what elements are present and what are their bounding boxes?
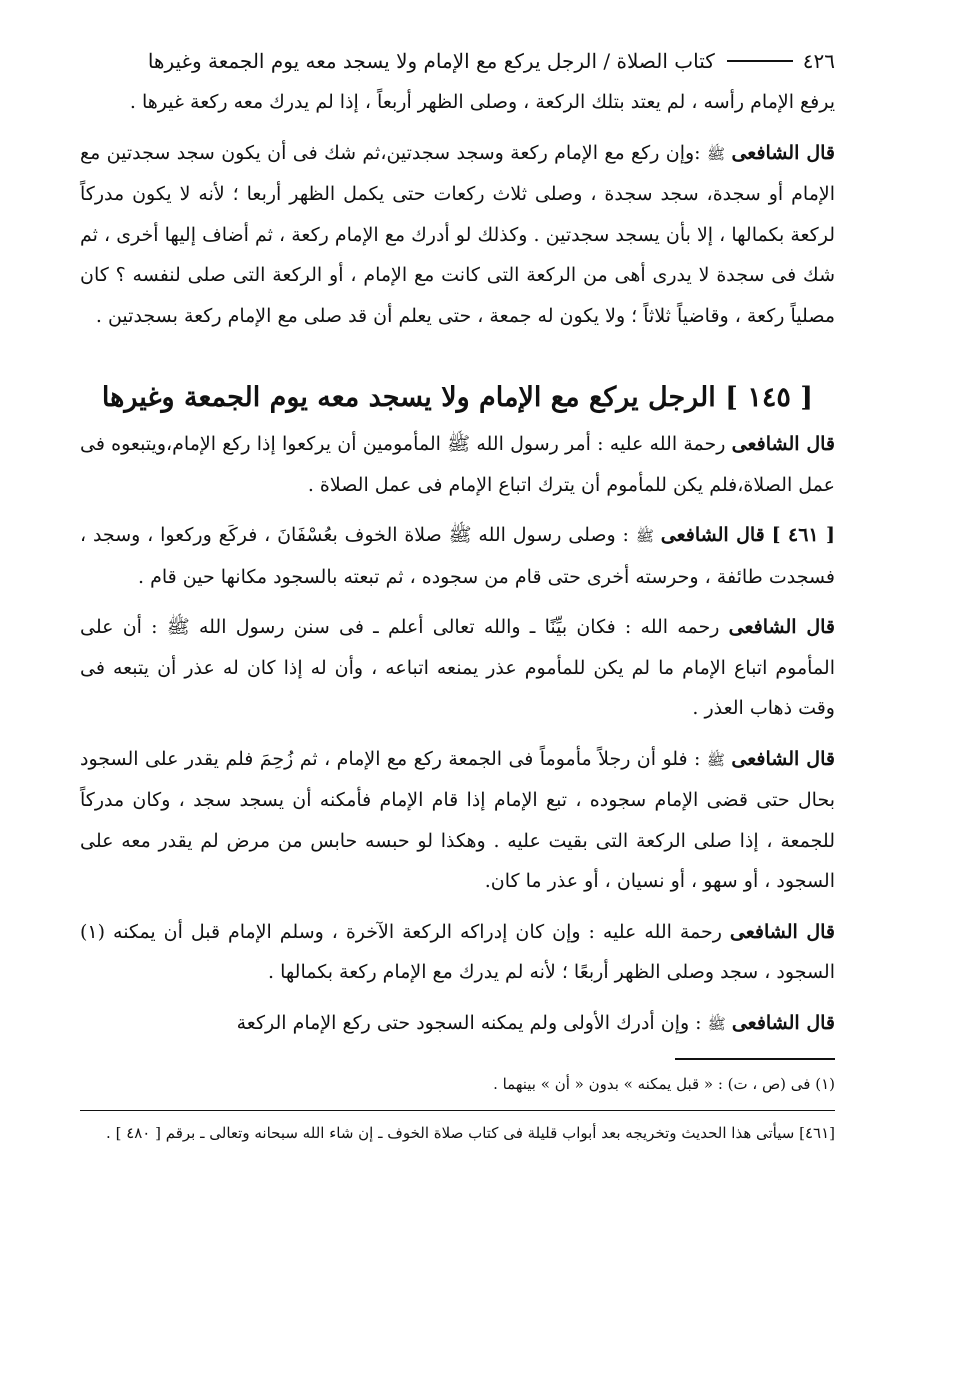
paragraph-7 — [80, 912, 835, 993]
paragraph-text: :وإن ركع مع الإمام ركعة وسجد سجدتين،ثم شك فى أن يكون سجد سجدتين مع الإمام أو سجدة، سجد سجدة ، وصلى ثلاث ركعات حتى يكمل الظهر أربعا ؛ لأنه لا يكون مدركاً لركعة بكمالها ، إلا بأن يسجد سجدتين . وكذلك لو أدرك مع الإمام ركعة ، ثم أضاف إليها أخرى ، ثم شك فى سجدة لا يدرى أهى من الركعة التى كانت مع الإمام ، أو الركعة التى صلى لنفسه ؟ كان مصلياً ركعة ، وقاضياً ثلاثاً ؛ ولا يكون له جمعة ، حتى يعلم أن قد صلى مع الإمام ركعة بسجدتين . — [80, 141, 835, 327]
speaker-label: قال الشافعى — [731, 747, 835, 770]
paragraph-5 — [80, 607, 835, 729]
paragraph-text: رحمه الله : فكان بيِّنًا ـ والله تعالى أعلم ـ فى سنن رسول الله ﷺ : أن على المأموم اتباع الإمام ما لم يكن للمأموم عذر يمنعه اتباعه ، وأن له إذا كان له عذر أن يتبعه فى وقت ذهاب العذر . — [80, 616, 835, 719]
running-title: كتاب الصلاة / الرجل يركع مع الإمام ولا يسجد معه يوم الجمعة وغيرها — [147, 49, 715, 73]
paragraph-6 — [80, 739, 835, 902]
running-header — [80, 44, 835, 78]
paragraph-text: : وصلى رسول الله ﷺ صلاة الخوف بعُسْفَانَ ، فركَع وركعوا ، وسجد ، فسجدت طائفة ، وحرسته أخرى حتى قام من سجوده ، ثم تبعته بالسجود مكانها حين قام . — [80, 524, 835, 588]
footnote-2: [٤٦١] سيأتى هذا الحديث وتخريجه بعد أبواب قليلة فى كتاب صلاة الخوف ـ إن شاء الله سبحانه وتعالى ـ برقم [ ٤٨٠ ] . — [106, 1124, 835, 1142]
chapter-title: [ ١٤٥ ] الرجل يركع مع الإمام ولا يسجد معه يوم الجمعة وغيرها — [101, 382, 814, 413]
footnote-separator — [80, 1110, 835, 1111]
paragraph-text: رحمة الله عليه : أمر رسول الله ﷺ المأمومين أن يركعوا إذا ركع الإمام،ويتبعوه فى عمل الصلاة،فلم يكن للمأموم أن يترك اتباع الإمام فى عمل الصلاة . — [80, 433, 835, 496]
paragraph-2 — [80, 133, 835, 337]
honorific-glyph: ﷺ — [706, 144, 726, 163]
paragraph-text: رحمة الله عليه : وإن كان إدراكه الركعة الآخرة ، وسلم الإمام قبل أن يمكنه (١) السجود ، سجد وصلى الظهر أربعًا ؛ لأنه لم يدرك مع الإمام ركعة بكمالها . — [80, 920, 835, 983]
speaker-label: قال الشافعى — [728, 616, 835, 638]
paragraph-text: : فلو أن رجلاً مأموماً فى الجمعة ركع مع الإمام ، ثم زُحِمَ فلم يقدر على السجود بحال حتى قضى الإمام سجوده ، تبع الإمام إذا قام الإمام فأمكنه أن يسجد سجد ، وكان مدركاً للجمعة ، إذا صلى الركعة التى بقيت عليه . وهكذا لو حبسه حابس من مرض لم يقدر معه على السجود ، أو سهو ، أو نسيان ، أو عذر ما كان. — [80, 747, 835, 892]
honorific-glyph: ﷺ — [707, 1014, 726, 1033]
header-rule — [727, 60, 793, 62]
speaker-label: قال الشافعى — [660, 524, 765, 546]
honorific-glyph: ﷺ — [706, 750, 725, 769]
footnote-rule — [675, 1058, 835, 1060]
paragraph-text: : وإن أدرك الأولى ولم يمكنه السجود حتى ركع الإمام الركعة — [236, 1011, 702, 1034]
paragraph-3 — [80, 424, 835, 505]
speaker-label: قال الشافعى — [731, 433, 836, 455]
speaker-label: قال الشافعى — [729, 920, 836, 943]
speaker-label: قال الشافعى — [731, 141, 835, 164]
honorific-glyph: ﷺ — [635, 527, 654, 545]
paragraph-1: يرفع الإمام رأسه ، لم يعتد بتلك الركعة ، وصلى الظهر أربعاً ، إذا لم يدرك معه ركعة غيرها . — [129, 91, 835, 113]
paragraph-8 — [80, 1003, 835, 1045]
footnote-1: (١) فى (ص ، ت) : « قبل يمكنه » بدون « أن » بينهما . — [493, 1075, 835, 1093]
paragraph-4 — [80, 515, 835, 597]
page-number: ٤٢٦ — [802, 49, 835, 73]
hadith-number: [ ٤٦١ ] — [771, 524, 836, 546]
speaker-label: قال الشافعى — [731, 1011, 835, 1034]
